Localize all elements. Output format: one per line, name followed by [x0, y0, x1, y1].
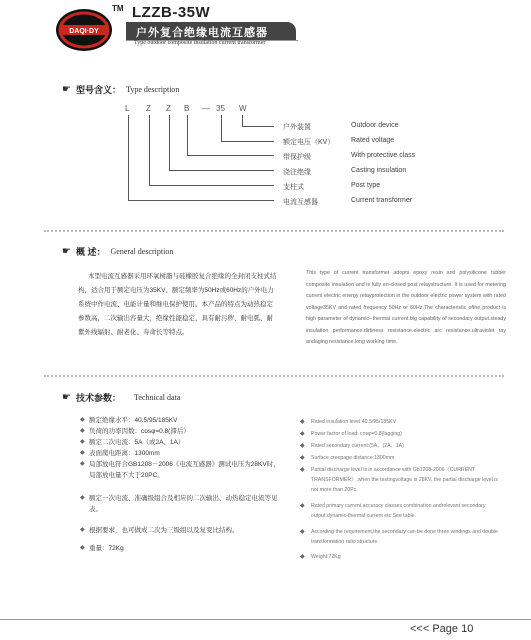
- code-letter: W: [239, 104, 247, 113]
- title-en: Type outdoor composite insulation current transformer: [134, 40, 266, 46]
- list-item: ◆ Power factor of load: cosφ=0.8(lagging): [300, 431, 402, 437]
- pointing-hand-icon: ☛: [62, 392, 71, 403]
- section-title-cn: 概 述：: [75, 247, 106, 257]
- bullet-icon: ◆: [300, 467, 305, 473]
- type-label-en: Outdoor device: [351, 122, 399, 129]
- list-item: ◆ Rated secondary current:(5A、(2A、1A): [300, 443, 404, 449]
- list-item: ◆ 根据要求，也可做成二次为三级组以及复变比结构。: [80, 527, 239, 534]
- type-label-en: Rated voltage: [351, 137, 395, 144]
- section-title-en: Technical data: [133, 393, 181, 402]
- list-item: ◆ Rated primary current.accuracy classes combination andrelevant secondary output.dynamic-thermal current etc See table.: [300, 503, 486, 519]
- type-label-cn: 电流互感器: [283, 199, 318, 206]
- bullet-icon: ◆: [80, 439, 85, 445]
- title-cn: 户外复合绝缘电流互感器: [136, 26, 268, 39]
- pointing-hand-icon: ☛: [62, 246, 71, 257]
- bullet-icon: ◆: [80, 527, 85, 533]
- type-description-header: [62, 83, 179, 96]
- type-label-cn: 浇注绝缘: [283, 169, 311, 176]
- list-item: ◆ 额定绝缘水平：40.5/95/185KV: [80, 417, 178, 424]
- code-letter: —: [202, 104, 210, 113]
- section-divider: [44, 375, 504, 377]
- tech-data-header: [62, 391, 180, 404]
- type-label-en: Post type: [351, 182, 381, 189]
- bullet-icon: ◆: [80, 450, 85, 456]
- bullet-icon: ◆: [300, 554, 305, 560]
- bullet-icon: ◆: [300, 431, 305, 437]
- overview-header: [62, 245, 173, 258]
- pointing-hand-icon: ☛: [62, 84, 71, 95]
- overview-text-en: This type of current transformer adopts epoxy resin and polysilicone rubber composite insulation and is fully en-closed post relaystructure. It is used for metering current electric energy relayprotection in the outdoor electric power system with rated voltage35KV and rated frequency 50Hz or 60Hz.The characteristic ofthe product is high parameter of dynamic--thermal current.big capability of secondary output.steady insulation performance.dirtiness resistance.electric arc resistance.ultraviolet ray andaging resistance.long working time.: [306, 270, 506, 345]
- list-item: ◆ 额定二次电流：5A（或2A、1A）: [80, 439, 185, 446]
- bullet-icon: ◆: [300, 455, 305, 461]
- company-logo: [54, 6, 124, 54]
- bullet-icon: ◆: [80, 428, 85, 434]
- page-number: <<< Page 10: [410, 623, 474, 635]
- code-letter: Z: [146, 104, 151, 113]
- list-item: ◆ Rated insulation level:40.5/95/185KV: [300, 419, 397, 425]
- list-item: ◆ According the requirement,the secondary can be done three windings and double transformation ratio structure.: [300, 529, 498, 545]
- bullet-icon: ◆: [80, 461, 85, 467]
- code-letter: Z: [166, 104, 171, 113]
- list-item: ◆ Partial discharge level is in accordance with Gb1208-2006《CURRENT TRANSFORMER》,when the testingvoltage is 28KV, the partial discharge level is not more than 20Pc.: [300, 467, 498, 493]
- section-title-cn: 型号含义：: [75, 85, 121, 95]
- type-label-cn: 带保护级: [283, 154, 311, 161]
- section-divider: [44, 230, 504, 232]
- overview-text-cn: 本型电流互感器采用环氧树脂与硅橡胶复合绝缘的全封闭支柱式结构，适合用于额定电压为35KV、额定频率为50Hz或60Hz的户外电力系统中作电流、电能计量和继电保护使用。本产品的特点为动热稳定参数高，二次输出容量大，绝缘性能稳定，具有耐污秽、耐电弧、耐紫外线辐射、耐老化、寿命长等特点。: [78, 273, 277, 336]
- list-item: ◆ 局部放电符合GB1208－2006《电流互感器》测试电压为28KV时，局部放电量不大于20PC。: [80, 461, 280, 479]
- type-label-cn: 支柱式: [283, 184, 304, 191]
- logo-text: DAQI·DY: [69, 28, 99, 35]
- bullet-icon: ◆: [300, 419, 305, 425]
- type-label-cn: 额定电压（KV）: [283, 139, 335, 146]
- code-letter: L: [125, 104, 130, 113]
- bullet-icon: ◆: [80, 417, 85, 423]
- footer-rule: [0, 619, 531, 620]
- section-title-cn: 技术参数：: [75, 393, 121, 403]
- list-item: ◆ 负荷的功率因数：cosφ=0.8(滞后）: [80, 428, 190, 435]
- code-letter: 35: [216, 104, 225, 113]
- bullet-icon: ◆: [300, 529, 305, 535]
- bullet-icon: ◆: [300, 503, 305, 509]
- type-label-en: With protective class: [351, 152, 416, 159]
- code-letter: B: [184, 104, 190, 113]
- list-item: ◆ Weight:72Kg: [300, 554, 341, 560]
- section-title-en: General description: [110, 247, 174, 256]
- type-label-cn: 户外装置: [283, 124, 311, 131]
- trademark-mark: TM: [112, 4, 124, 13]
- type-label-en: Current transformer: [351, 197, 413, 204]
- list-item: ◆ 重量：72Kg: [80, 545, 124, 552]
- list-item: ◆ 额定一次电流、准确级组合及相应的二次输出、动热稳定电流等见表。: [80, 495, 278, 513]
- tech-list-cn: [80, 415, 280, 554]
- bullet-icon: ◆: [80, 545, 85, 551]
- bullet-icon: ◆: [80, 495, 85, 501]
- list-item: ◆ 表面爬电距离：1300mm: [80, 450, 160, 457]
- bullet-icon: ◆: [300, 443, 305, 449]
- list-item: ◆ Surface creepage distance:1300mm: [300, 455, 395, 461]
- section-title-en: Type description: [125, 85, 180, 94]
- type-label-en: Casting insulation: [351, 167, 407, 174]
- model-number: LZZB-35W: [132, 4, 211, 21]
- tech-list-en: [300, 417, 500, 562]
